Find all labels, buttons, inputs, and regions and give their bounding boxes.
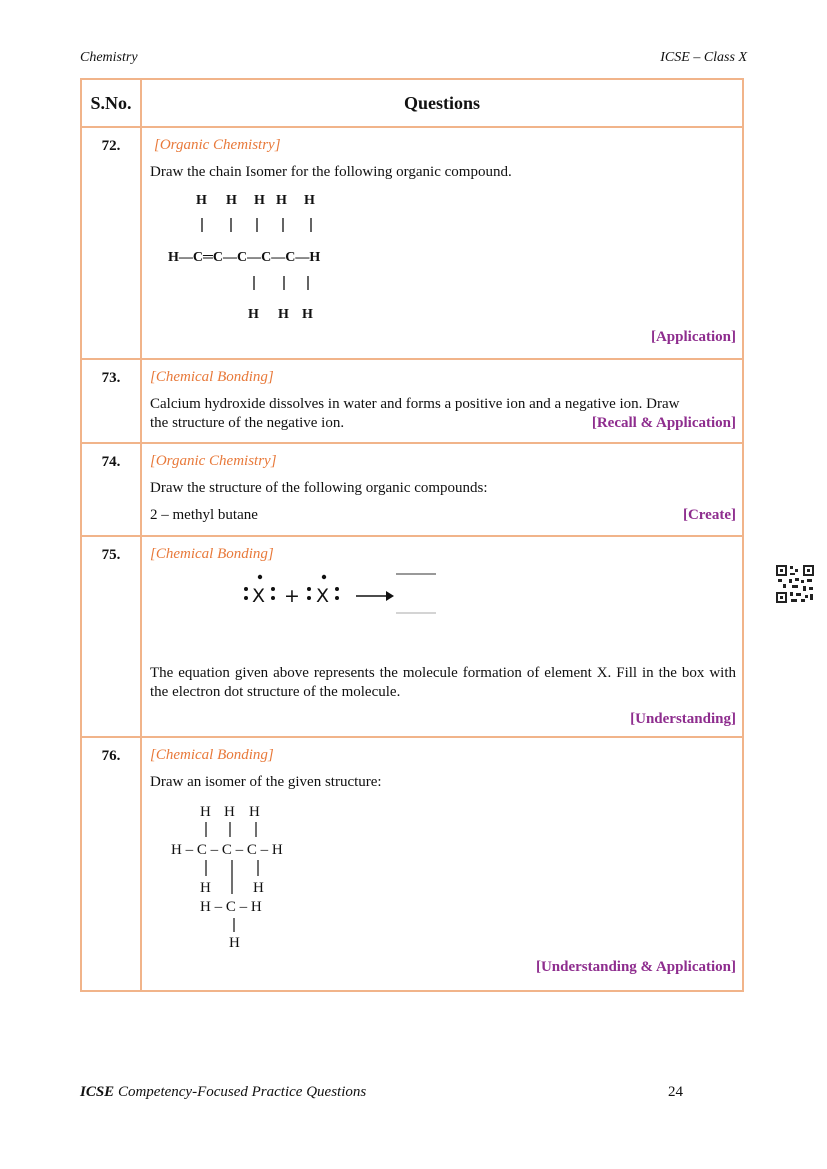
sno-header: S.No. (81, 79, 141, 127)
skill-tag: [Create] (682, 507, 736, 523)
header-subject: Chemistry (80, 50, 138, 65)
atom-x: X (316, 585, 330, 607)
atom-x: X (252, 585, 266, 607)
questions-header: Questions (141, 79, 743, 127)
atom-h: H (248, 307, 259, 322)
question-body (141, 737, 743, 991)
questions-table (80, 78, 744, 992)
topic-label: [Chemical Bonding] (150, 369, 274, 385)
topic-label: [Chemical Bonding] (150, 546, 274, 562)
question-number: 75. (81, 536, 141, 737)
svg-text:H: H (224, 804, 235, 820)
page-number: 24 (668, 1084, 683, 1100)
topic-label: [Organic Chemistry] (154, 137, 281, 153)
question-text: Draw the chain Isomer for the following organic compound. (150, 164, 512, 180)
question-number: 74. (81, 443, 141, 536)
svg-text:H: H (253, 880, 264, 896)
svg-text:H: H (200, 880, 211, 896)
table-row (81, 443, 743, 536)
table-row (81, 127, 743, 359)
atom-h: H (302, 307, 313, 322)
skill-tag: [Understanding & Application] (535, 959, 736, 975)
structural-formula (150, 188, 736, 328)
skill-tag: [Application] (650, 329, 736, 345)
isomer-structure-drawing (168, 798, 368, 948)
question-text: The equation given above represents the molecule formation of element X. Fill in the box with the electron dot structure of the molecule. (150, 665, 736, 700)
question-number: 76. (81, 737, 141, 991)
atom-h: H (278, 307, 289, 322)
chain-formula: H—C═C—C—C—C—H (168, 250, 321, 265)
svg-text:H: H (200, 804, 211, 820)
qr-code-icon[interactable] (776, 565, 814, 603)
compound-name: 2 – methyl butane (150, 507, 258, 523)
table-row (81, 737, 743, 991)
atom-h: H (304, 193, 315, 208)
plus-sign: + (284, 585, 300, 607)
question-body (141, 443, 743, 536)
question-body (141, 127, 743, 359)
svg-text:H: H (229, 935, 240, 948)
table-row (81, 536, 743, 737)
question-text: Draw the structure of the following organic compounds: (150, 480, 488, 496)
topic-label: [Organic Chemistry] (150, 453, 277, 469)
atom-h: H (276, 193, 287, 208)
svg-text:H – C – H: H – C – H (200, 899, 262, 915)
question-text: Draw an isomer of the given structure: (150, 774, 382, 790)
svg-text:H: H (249, 804, 260, 820)
skill-tag: [Recall & Application] (591, 415, 736, 431)
chain-structure-drawing (168, 188, 368, 328)
table-header-row (81, 79, 743, 127)
skill-tag: [Understanding] (630, 711, 736, 727)
topic-label: [Chemical Bonding] (150, 747, 274, 763)
question-body (141, 536, 743, 737)
header-class: ICSE – Class X (660, 50, 747, 65)
table-row (81, 359, 743, 443)
question-body (141, 359, 743, 443)
question-text-line-2: the structure of the negative ion. (150, 415, 345, 431)
atom-h: H (196, 193, 207, 208)
main-chain: H – C – C – C – H (171, 842, 283, 858)
footer-bold: ICSE (80, 1084, 115, 1100)
electron-dot-equation (238, 572, 538, 642)
footer-title (80, 1084, 366, 1101)
question-number: 72. (81, 127, 141, 359)
atom-h: H (226, 193, 237, 208)
question-text-line-1: Calcium hydroxide dissolves in water and forms a positive ion and a negative ion. Draw (150, 396, 680, 412)
footer-rest: Competency-Focused Practice Questions (114, 1084, 367, 1100)
question-number: 73. (81, 359, 141, 443)
atom-h: H (254, 193, 265, 208)
